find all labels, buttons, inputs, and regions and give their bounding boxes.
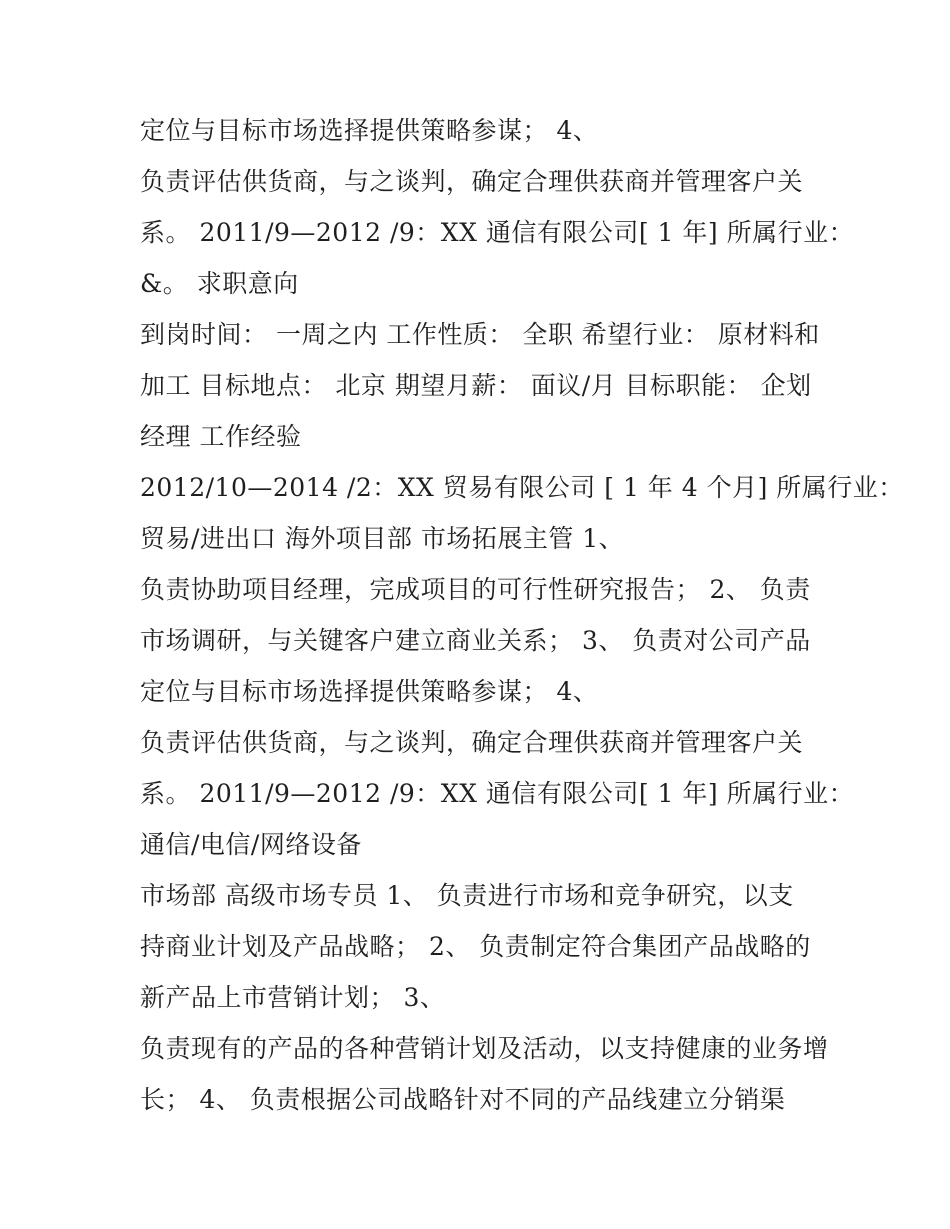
text-line: 通信/电信/网络设备 xyxy=(140,830,362,859)
text-line: 贸易/进出口 海外项目部 市场拓展主管 1、 xyxy=(140,524,625,553)
text-line: 到岗时间： 一周之内 工作性质： 全职 希望行业： 原材料和 xyxy=(140,320,820,349)
text-line: 长； 4、 负责根据公司战略针对不同的产品线建立分销渠 xyxy=(140,1085,786,1114)
text-line: &。 求职意向 xyxy=(140,269,299,298)
text-line: 2012/10—2014 /2：XX 贸易有限公司 [ 1 年 4 个月] 所属行业： xyxy=(140,473,904,502)
text-line: 负责评估供货商，与之谈判，确定合理供获商并管理客户关 xyxy=(140,728,804,757)
text-line: 市场调研，与关键客户建立商业关系； 3、 负责对公司产品 xyxy=(140,626,811,655)
text-line: 市场部 高级市场专员 1、 负责进行市场和竞争研究，以支 xyxy=(140,881,794,910)
text-line: 负责现有的产品的各种营销计划及活动，以支持健康的业务增 xyxy=(140,1034,829,1063)
text-line: 新产品上市营销计划； 3、 xyxy=(140,983,446,1012)
text-line: 持商业计划及产品战略； 2、 负责制定符合集团产品战略的 xyxy=(140,932,811,961)
text-line: 定位与目标市场选择提供策略参谋； 4、 xyxy=(140,677,599,706)
text-line: 加工 目标地点： 北京 期望月薪： 面议/月 目标职能： 企划 xyxy=(140,371,812,400)
document-body xyxy=(140,105,904,1125)
text-line: 经理 工作经验 xyxy=(140,422,302,451)
text-line: 负责协助项目经理，完成项目的可行性研究报告； 2、 负责 xyxy=(140,575,811,604)
text-line: 系。 2011/9—2012 /9：XX 通信有限公司[ 1 年] 所属行业： xyxy=(140,779,855,808)
text-line: 定位与目标市场选择提供策略参谋； 4、 xyxy=(140,116,599,145)
text-line: 负责评估供货商，与之谈判，确定合理供获商并管理客户关 xyxy=(140,167,804,196)
text-line: 系。 2011/9—2012 /9：XX 通信有限公司[ 1 年] 所属行业： xyxy=(140,218,855,247)
